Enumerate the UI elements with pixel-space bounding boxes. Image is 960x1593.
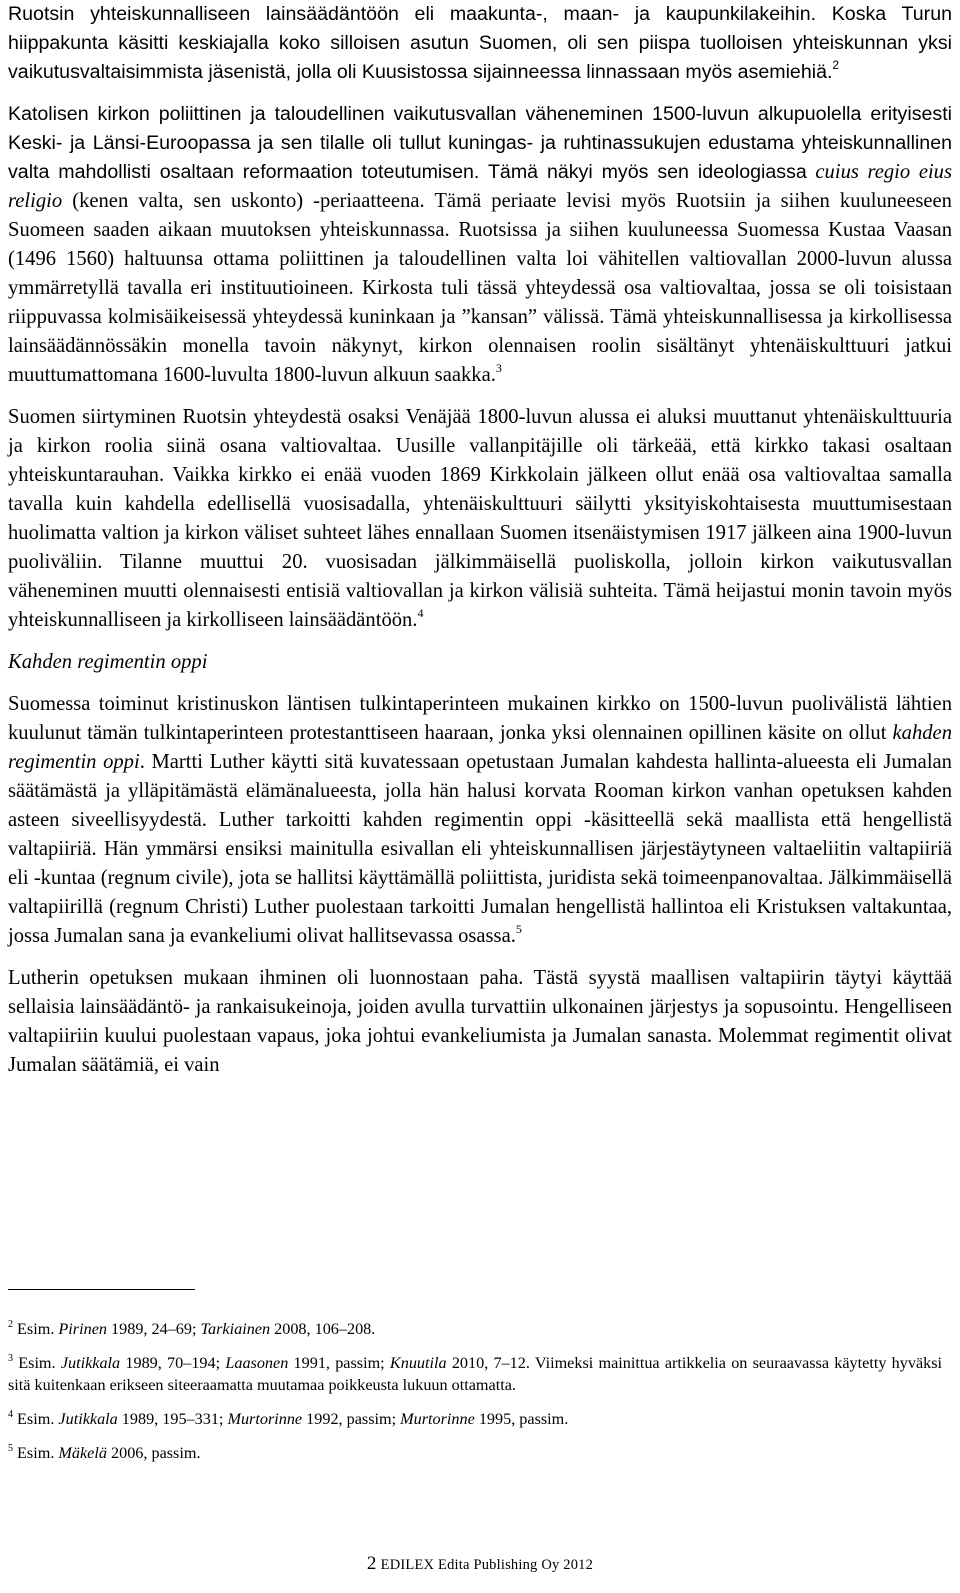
footnote-text: 2008, 106–208.: [270, 1320, 376, 1338]
footnote-number: 5: [8, 1443, 13, 1454]
footnote-divider: [8, 1289, 195, 1290]
footnotes: [8, 1318, 942, 1476]
footnote-text: 1989, 70–194;: [120, 1354, 226, 1372]
author-name: Jutikkala: [58, 1410, 118, 1428]
footnote-text: Esim.: [17, 1410, 59, 1428]
footnote-text: Esim.: [17, 1444, 59, 1462]
paragraph-text: Tämä näkyi myös sen ideologiassa: [487, 161, 807, 183]
paragraph-text: Katolisen kirkon poliittinen ja taloudellinen vaikutusvallan väheneminen 1500-luvun alkupuolella erityisesti Keski- ja Länsi-Euroopassa ja sen tilalle oli tullut kuningas- ja ruhtinassukujen edustama yhteiskunnallinen valta mahdollisti osaltaan reformaation toteutumisen.: [8, 103, 952, 183]
publisher-credit: EDILEX Edita Publishing Oy 2012: [380, 1557, 594, 1573]
paragraph-text: Ruotsin yhteiskunnalliseen lainsäädäntöön eli maakunta-, maan- ja kaupunkilakeihin. Koska Turun hiippakunta käsitti keskiajalla koko silloisen asutun Suomen, oli sen piispa tuolloisen yhteiskunnan yksi vaikutusvaltaisimmista jäsenistä, jolla oli Kuusistossa sijainneessa linnassaan myös asemiehiä.: [8, 3, 952, 83]
author-name: Laasonen: [225, 1354, 289, 1372]
paragraph: [8, 100, 952, 390]
footnote-text: 1989, 195–331;: [117, 1410, 228, 1428]
paragraph: [8, 964, 952, 1080]
paragraph-text: Lutherin opetuksen mukaan ihminen oli luonnostaan paha. Tästä syystä maallisen valtapiirin täytyi käyttää sellaisia lainsäädäntö- ja rankaisukeinoja, joiden avulla turvattiin ulkonainen järjestys ja sopusointu. Hengelliseen valtapiiriin kuului puolestaan vapaus, joka johtui evankeliumista ja Jumalan sanasta. Molemmat regimentit olivat Jumalan säätämiä, ei vain: [8, 967, 952, 1076]
paragraph: [8, 403, 952, 635]
paragraph-text: . Martti Luther käytti sitä kuvatessaan opetustaan Jumalan kahdesta hallinta-alueesta eli Jumalan säätämästä ja ylläpitämästä elämänalueesta, jolla hän halusi korvata Rooman kirkon vanhan opetuksen kahden asteen siveellisyydestä. Luther tarkoitti kahden regimentin oppi -käsitteellä sekä maallista että hengellistä valtapiiriä. Hän ymmärsi ensiksi mainitulla esivallan eli yhteiskunnallisen järjestäytyneen valtaeliitin valtapiiriä eli -kuntaa (regnum civile), jota se hallitsi käyttämällä poliittista, juridista sekä toimeenpanovaltaa. Jälkimmäisellä valtapiirillä (regnum Christi) Luther puolestaan tarkoitti Jumalan hengellistä hallintoa eli Kristuksen valtakuntaa, jossa Jumalan sana ja evankeliumi olivat hallitsevassa osassa.: [8, 751, 952, 947]
author-name: Tarkiainen: [200, 1320, 271, 1338]
author-name: Jutikkala: [60, 1354, 121, 1372]
page-footer: [8, 1553, 952, 1575]
footnote-text: Esim.: [18, 1354, 61, 1372]
paragraph-text: Tämä periaate levisi myös Ruotsiin ja siihen kuuluneeseen Suomeen saaden aikaan muutoksen yhteiskunnassa. Ruotsissa ja siihen kuuluneessa Suomessa Kustaa Vaasan (1496 1560) haltuunsa ottama poliittinen ja taloudellinen valta loi vähitellen valtiovallan 2000-luvun alussa ymmärretyllä tavalla eri instituutioineen. Kirkosta tuli tässä yhteydessä osa valtiovaltaa, jossa se oli toisistaan riippuvassa kolmisäikeisessä yhteydessä kuninkaan ja ”kansan” välissä. Tämä yhteiskunnallisessa ja kirkollisessa lainsäädännössäkin monella tavoin näkynyt, kirkon olennaisen roolin sisältänyt yhtenäiskulttuuri jatkui muuttumattomana 1600-luvulta 1800-luvun alkuun saakka.: [8, 190, 952, 386]
footnote-text: 1992, passim;: [302, 1410, 401, 1428]
page-number: 2: [366, 1553, 377, 1574]
section-heading: Kahden regimentin oppi: [8, 651, 208, 673]
footnote-ref[interactable]: 2: [832, 58, 840, 72]
author-name: Murtorinne: [227, 1410, 303, 1428]
document-page: [8, 0, 952, 1593]
paragraph: [8, 690, 952, 951]
footnote-number: 3: [8, 1353, 13, 1364]
footnote-ref[interactable]: 3: [495, 361, 502, 375]
author-name: Pirinen: [58, 1320, 107, 1338]
footnote-text: 2010, 7–12. Viimeksi mainittua artikkelia on seuraavassa käytetty hyväksi sitä kuitenkaan erikseen siteeraamatta muutamaa poikkeusta lukuun ottamatta.: [8, 1354, 943, 1394]
footnote-number: 4: [8, 1409, 13, 1420]
paragraph-text: (kenen valta, sen uskonto) -periaatteena.: [72, 190, 425, 212]
paragraph-text: Suomessa toiminut kristinuskon läntisen tulkintaperinteen mukainen kirkko on 1500-luvun puolivälistä lähtien kuulunut tämän tulkintaperinteen protestanttiseen haaraan, jonka yksi olennainen opillinen käsite on ollut: [8, 693, 952, 744]
footnote-number: 2: [8, 1319, 13, 1330]
author-name: Murtorinne: [400, 1410, 475, 1428]
author-name: Mäkelä: [58, 1444, 107, 1462]
footnote: [8, 1352, 942, 1396]
footnote-text: Esim.: [17, 1320, 59, 1338]
footnote-text: 2006, passim.: [106, 1444, 201, 1462]
italic-term: kahden regimentin oppi: [8, 722, 952, 773]
footnote-text: 1995, passim.: [474, 1410, 569, 1428]
footnote-text: 1991, passim;: [288, 1354, 390, 1372]
footnote-ref[interactable]: 5: [515, 922, 522, 936]
footnote: [8, 1442, 942, 1464]
footnote: [8, 1318, 942, 1340]
body-text: [8, 0, 952, 1080]
footnote: [8, 1408, 942, 1430]
author-name: Knuutila: [389, 1354, 447, 1372]
footnote-ref[interactable]: 4: [417, 606, 424, 620]
paragraph: [8, 0, 952, 87]
paragraph-text: Suomen siirtyminen Ruotsin yhteydestä osaksi Venäjää 1800-luvun alussa ei aluksi muuttanut yhtenäiskulttuuria ja kirkon roolia siinä osana valtiovaltaa. Uusille vallanpitäjille oli tärkeää, että kirkko takasi osaltaan yhteiskuntarauhan. Vaikka kirkko ei enää vuoden 1869 Kirkkolain jälkeen ollut enää osa valtiovaltaa samalla tavalla kuin kahdella edellisellä vuosisadalla, yhtenäiskulttuuri säilytti yksityiskohtaisesta muuttumisestaan huolimatta valtion ja kirkon väliset suhteet lähes ennallaan Suomen itsenäistymisen 1917 jälkeen aina 1900-luvun puoliväliin. Tilanne muuttui 20. vuosisadan jälkimmäisellä puoliskolla, jolloin kirkon vaikutusvallan väheneminen muutti olennaisesti entisiä valtiovallan ja kirkon välisiä suhteita. Tämä heijastui monin tavoin myös yhteiskunnalliseen ja kirkolliseen lainsäädäntöön.: [8, 406, 952, 631]
latin-phrase: cuius regio eius religio: [8, 161, 952, 212]
footnote-text: 1989, 24–69;: [106, 1320, 201, 1338]
